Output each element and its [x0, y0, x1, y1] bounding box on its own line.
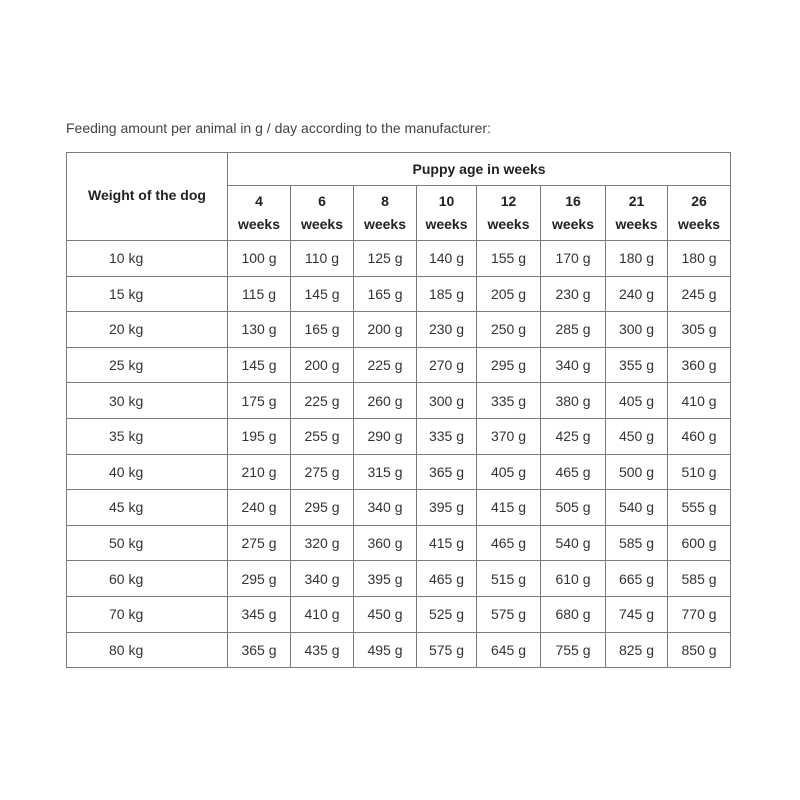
week-unit: weeks	[487, 216, 530, 232]
amount-cell: 500 g	[606, 454, 668, 490]
amount-cell: 210 g	[228, 454, 291, 490]
weight-cell: 40 kg	[67, 454, 228, 490]
amount-cell: 415 g	[417, 525, 477, 561]
amount-cell: 100 g	[228, 241, 291, 277]
table-row	[67, 490, 731, 526]
amount-cell: 575 g	[417, 632, 477, 668]
weight-cell: 50 kg	[67, 525, 228, 561]
week-unit: weeks	[363, 216, 407, 232]
amount-cell: 230 g	[541, 276, 606, 312]
amount-cell: 525 g	[417, 596, 477, 632]
week-column-header	[541, 186, 606, 241]
week-unit: weeks	[300, 216, 344, 232]
amount-cell: 770 g	[668, 596, 731, 632]
amount-cell: 450 g	[354, 596, 417, 632]
amount-cell: 270 g	[417, 347, 477, 383]
amount-cell: 495 g	[354, 632, 417, 668]
amount-cell: 435 g	[291, 632, 354, 668]
amount-cell: 255 g	[291, 418, 354, 454]
week-column-header	[354, 186, 417, 241]
week-unit: weeks	[425, 216, 468, 232]
amount-cell: 240 g	[606, 276, 668, 312]
amount-cell: 195 g	[228, 418, 291, 454]
amount-cell: 180 g	[668, 241, 731, 277]
amount-cell: 180 g	[606, 241, 668, 277]
amount-cell: 345 g	[228, 596, 291, 632]
amount-cell: 175 g	[228, 383, 291, 419]
amount-cell: 200 g	[291, 347, 354, 383]
amount-cell: 755 g	[541, 632, 606, 668]
amount-cell: 315 g	[354, 454, 417, 490]
table-row	[67, 312, 731, 348]
amount-cell: 165 g	[291, 312, 354, 348]
amount-cell: 125 g	[354, 241, 417, 277]
amount-cell: 295 g	[477, 347, 541, 383]
amount-cell: 305 g	[668, 312, 731, 348]
week-column-header	[668, 186, 731, 241]
amount-cell: 505 g	[541, 490, 606, 526]
amount-cell: 410 g	[291, 596, 354, 632]
weight-cell: 30 kg	[67, 383, 228, 419]
weight-cell: 60 kg	[67, 561, 228, 597]
amount-cell: 425 g	[541, 418, 606, 454]
amount-cell: 340 g	[354, 490, 417, 526]
amount-cell: 300 g	[606, 312, 668, 348]
age-group-header: Puppy age in weeks	[228, 153, 731, 186]
amount-cell: 410 g	[668, 383, 731, 419]
amount-cell: 110 g	[291, 241, 354, 277]
amount-cell: 575 g	[477, 596, 541, 632]
amount-cell: 360 g	[354, 525, 417, 561]
amount-cell: 200 g	[354, 312, 417, 348]
week-number: 21	[628, 193, 645, 209]
amount-cell: 745 g	[606, 596, 668, 632]
weight-cell: 70 kg	[67, 596, 228, 632]
amount-cell: 360 g	[668, 347, 731, 383]
table-row	[67, 525, 731, 561]
amount-cell: 205 g	[477, 276, 541, 312]
amount-cell: 555 g	[668, 490, 731, 526]
weight-cell: 10 kg	[67, 241, 228, 277]
amount-cell: 465 g	[417, 561, 477, 597]
amount-cell: 450 g	[606, 418, 668, 454]
week-unit: weeks	[615, 216, 658, 232]
week-unit: weeks	[237, 216, 281, 232]
amount-cell: 295 g	[228, 561, 291, 597]
amount-cell: 585 g	[606, 525, 668, 561]
week-number: 10	[438, 193, 455, 209]
amount-cell: 340 g	[291, 561, 354, 597]
table-row	[67, 347, 731, 383]
amount-cell: 170 g	[541, 241, 606, 277]
amount-cell: 285 g	[541, 312, 606, 348]
table-body	[67, 241, 731, 668]
amount-cell: 240 g	[228, 490, 291, 526]
amount-cell: 185 g	[417, 276, 477, 312]
table-header	[67, 153, 731, 241]
amount-cell: 340 g	[541, 347, 606, 383]
amount-cell: 230 g	[417, 312, 477, 348]
table-row	[67, 276, 731, 312]
amount-cell: 395 g	[354, 561, 417, 597]
weight-cell: 20 kg	[67, 312, 228, 348]
week-column-header	[606, 186, 668, 241]
amount-cell: 850 g	[668, 632, 731, 668]
amount-cell: 140 g	[417, 241, 477, 277]
amount-cell: 405 g	[477, 454, 541, 490]
week-column-header	[417, 186, 477, 241]
table-row	[67, 561, 731, 597]
table-row	[67, 632, 731, 668]
table-row	[67, 596, 731, 632]
amount-cell: 370 g	[477, 418, 541, 454]
amount-cell: 300 g	[417, 383, 477, 419]
table-caption: Feeding amount per animal in g / day according to the manufacturer:	[66, 120, 491, 136]
amount-cell: 335 g	[477, 383, 541, 419]
amount-cell: 355 g	[606, 347, 668, 383]
week-number: 6	[318, 193, 326, 209]
week-number: 4	[255, 193, 263, 209]
amount-cell: 130 g	[228, 312, 291, 348]
amount-cell: 540 g	[541, 525, 606, 561]
week-number: 16	[565, 193, 581, 209]
amount-cell: 465 g	[541, 454, 606, 490]
weight-cell: 25 kg	[67, 347, 228, 383]
amount-cell: 320 g	[291, 525, 354, 561]
amount-cell: 225 g	[291, 383, 354, 419]
amount-cell: 225 g	[354, 347, 417, 383]
amount-cell: 680 g	[541, 596, 606, 632]
amount-cell: 460 g	[668, 418, 731, 454]
week-number: 8	[381, 193, 389, 209]
amount-cell: 145 g	[228, 347, 291, 383]
amount-cell: 155 g	[477, 241, 541, 277]
week-number: 26	[691, 193, 707, 209]
amount-cell: 540 g	[606, 490, 668, 526]
week-column-header	[477, 186, 541, 241]
amount-cell: 290 g	[354, 418, 417, 454]
amount-cell: 295 g	[291, 490, 354, 526]
amount-cell: 165 g	[354, 276, 417, 312]
weight-cell: 15 kg	[67, 276, 228, 312]
amount-cell: 515 g	[477, 561, 541, 597]
weight-cell: 80 kg	[67, 632, 228, 668]
weight-cell: 35 kg	[67, 418, 228, 454]
amount-cell: 380 g	[541, 383, 606, 419]
amount-cell: 825 g	[606, 632, 668, 668]
amount-cell: 405 g	[606, 383, 668, 419]
table-row	[67, 383, 731, 419]
amount-cell: 510 g	[668, 454, 731, 490]
amount-cell: 395 g	[417, 490, 477, 526]
amount-cell: 335 g	[417, 418, 477, 454]
amount-cell: 415 g	[477, 490, 541, 526]
amount-cell: 245 g	[668, 276, 731, 312]
amount-cell: 115 g	[228, 276, 291, 312]
week-column-header	[291, 186, 354, 241]
weight-cell: 45 kg	[67, 490, 228, 526]
table-row	[67, 454, 731, 490]
weight-column-header: Weight of the dog	[67, 153, 228, 241]
amount-cell: 275 g	[228, 525, 291, 561]
week-column-header	[228, 186, 291, 241]
amount-cell: 145 g	[291, 276, 354, 312]
amount-cell: 600 g	[668, 525, 731, 561]
amount-cell: 365 g	[228, 632, 291, 668]
amount-cell: 250 g	[477, 312, 541, 348]
amount-cell: 610 g	[541, 561, 606, 597]
amount-cell: 645 g	[477, 632, 541, 668]
table-row	[67, 418, 731, 454]
amount-cell: 275 g	[291, 454, 354, 490]
table-row	[67, 241, 731, 277]
amount-cell: 465 g	[477, 525, 541, 561]
feeding-table	[66, 152, 731, 668]
week-unit: weeks	[678, 216, 721, 232]
amount-cell: 260 g	[354, 383, 417, 419]
amount-cell: 585 g	[668, 561, 731, 597]
week-unit: weeks	[551, 216, 595, 232]
amount-cell: 665 g	[606, 561, 668, 597]
amount-cell: 365 g	[417, 454, 477, 490]
week-number: 12	[500, 193, 517, 209]
